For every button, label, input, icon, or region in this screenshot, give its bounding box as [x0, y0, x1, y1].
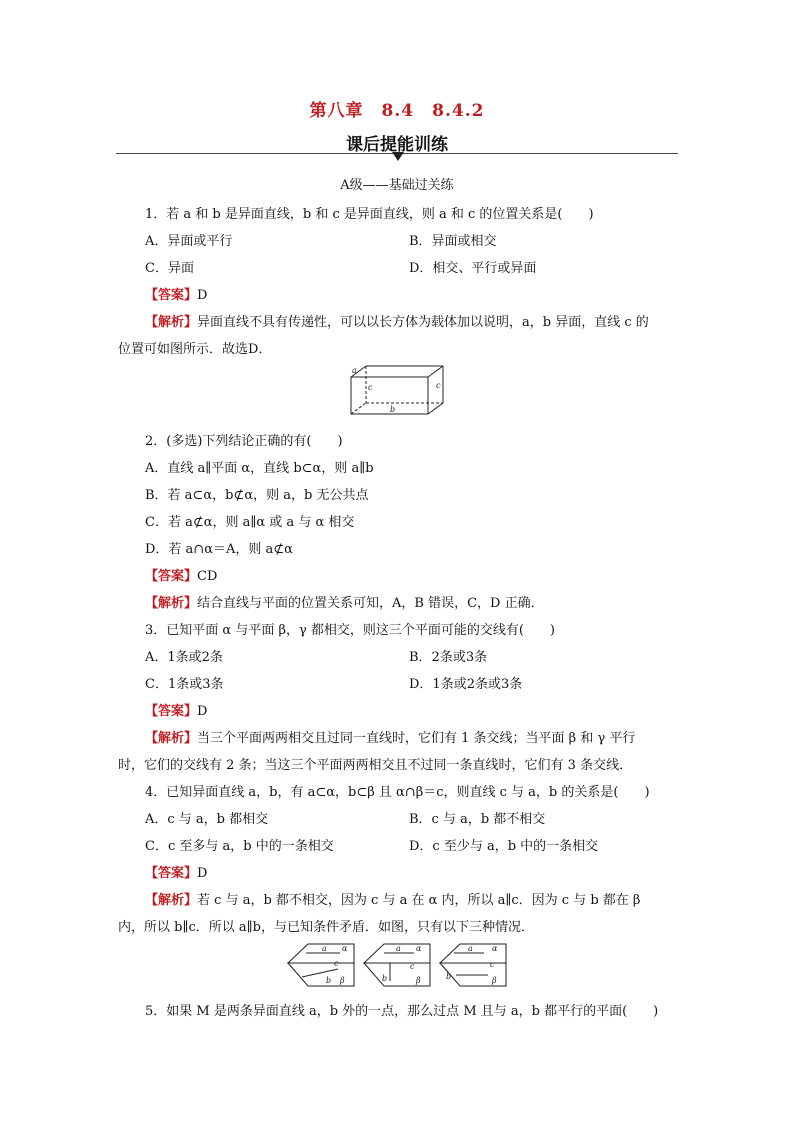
answer-tag: 【答案】	[145, 866, 198, 881]
analysis-text: 异面直线不具有传递性，可以以长方体为载体加以说明，a，b 异面，直线 c 的	[197, 315, 649, 330]
fig3-label-a: a	[468, 944, 473, 953]
q3-option-b: B．2条或3条	[409, 650, 488, 665]
q1-option-a: A．异面或平行	[145, 234, 233, 249]
q1-option-c: C．异面	[145, 261, 194, 276]
fig2-label-a: a	[396, 944, 401, 953]
label-c-inner: c	[368, 383, 373, 392]
q2-answer	[145, 565, 217, 584]
q3-answer	[145, 700, 207, 719]
q3-option-c: C．1条或3条	[145, 677, 224, 692]
answer-value: D	[197, 288, 208, 303]
plane-intersection-figure	[286, 941, 510, 991]
label-c-outer: c	[436, 381, 441, 390]
q2-option-c: C．若 a⊄α，则 a∥α 或 a 与 α 相交	[145, 515, 355, 530]
q4-option-a: A．c 与 a，b 都相交	[145, 812, 269, 827]
analysis-tag: 【解析】	[145, 731, 198, 746]
answer-tag: 【答案】	[145, 704, 198, 719]
q3-analysis-cont: 时，它们的交线有 2 条；当这三个平面两两相交且不过同一条直线时，它们有 3 条交线．	[118, 758, 633, 773]
fig1-label-a: a	[322, 944, 327, 953]
q2-option-a: A．直线 a∥平面 α，直线 b⊂α，则 a∥b	[145, 461, 374, 476]
q2-stem: 2．(多选)下列结论正确的有( )	[145, 434, 343, 449]
answer-value: D	[197, 704, 208, 719]
answer-value: D	[197, 866, 208, 881]
q5-stem: 5．如果 M 是两条异面直线 a，b 外的一点，那么过点 M 且与 a，b 都平行的平面( )	[145, 1004, 659, 1019]
fig3-label-beta: β	[492, 976, 497, 985]
q1-stem: 1．若 a 和 b 是异面直线，b 和 c 是异面直线，则 a 和 c 的位置关系是( )	[145, 207, 594, 222]
answer-value: CD	[197, 569, 218, 584]
q4-answer	[145, 862, 207, 881]
q4-stem: 4．已知异面直线 a，b，有 a⊂α，b⊂β 且 α∩β＝c，则直线 c 与 a，b 的关系是( )	[145, 785, 650, 800]
fig3-label-c: c	[490, 960, 495, 969]
chapter-heading: 第八章 8.4 8.4.2	[309, 101, 485, 121]
analysis-text: 当三个平面两两相交且过同一直线时，它们有 1 条交线；当平面 β 和 γ 平行	[197, 731, 636, 746]
fig2-label-beta: β	[416, 976, 421, 985]
analysis-tag: 【解析】	[145, 315, 198, 330]
cuboid-figure	[344, 362, 448, 418]
answer-tag: 【答案】	[145, 569, 198, 584]
fig2-label-alpha: α	[416, 944, 422, 953]
rule-arrow-icon	[392, 152, 404, 161]
fig2-label-b: b	[382, 974, 388, 983]
q4-option-b: B．c 与 a，b 都不相交	[409, 812, 546, 827]
q4-analysis	[145, 889, 640, 908]
q1-answer	[145, 284, 207, 303]
q4-option-c: C．c 至多与 a，b 中的一条相交	[145, 839, 334, 854]
q1-option-d: D．相交、平行或异面	[409, 261, 537, 276]
analysis-tag: 【解析】	[145, 893, 198, 908]
label-a: a	[352, 366, 357, 375]
q2-option-b: B．若 a⊂α，b⊄α，则 a，b 无公共点	[145, 488, 369, 503]
q3-option-a: A．1条或2条	[145, 650, 223, 665]
q3-stem: 3．已知平面 α 与平面 β，γ 都相交，则这三个平面可能的交线有( )	[145, 623, 556, 638]
analysis-tag: 【解析】	[145, 596, 198, 611]
q4-analysis-cont: 内，所以 b∥c．所以 a∥b，与已知条件矛盾．如图，只有以下三种情况．	[118, 920, 534, 935]
level-heading: A级——基础过关练	[340, 178, 454, 193]
fig1-label-c: c	[334, 959, 339, 968]
q4-option-d: D．c 至少与 a，b 中的一条相交	[409, 839, 599, 854]
answer-tag: 【答案】	[145, 288, 198, 303]
analysis-text: 结合直线与平面的位置关系可知，A，B 错误，C，D 正确．	[197, 596, 544, 611]
fig2-label-c: c	[410, 962, 415, 971]
q2-option-d: D．若 a∩α＝A，则 a⊄α	[145, 542, 293, 557]
fig1-label-alpha: α	[342, 944, 348, 953]
q1-analysis	[145, 311, 649, 330]
fig1-label-b: b	[326, 976, 332, 985]
q3-option-d: D．1条或2条或3条	[409, 677, 523, 692]
analysis-text: 若 c 与 a，b 都不相交，因为 c 与 a 在 α 内，所以 a∥c．因为 c 与 b 都在 β	[197, 893, 641, 908]
fig3-label-b: b	[446, 972, 452, 981]
q2-analysis	[145, 592, 544, 611]
page-title: 课后提能训练	[346, 135, 448, 155]
fig1-label-beta: β	[340, 976, 345, 985]
q3-analysis	[145, 727, 635, 746]
q1-option-b: B．异面或相交	[409, 234, 497, 249]
fig3-label-alpha: α	[492, 944, 498, 953]
label-b: b	[390, 405, 396, 414]
q1-analysis-cont: 位置可如图所示．故选D．	[118, 342, 272, 357]
